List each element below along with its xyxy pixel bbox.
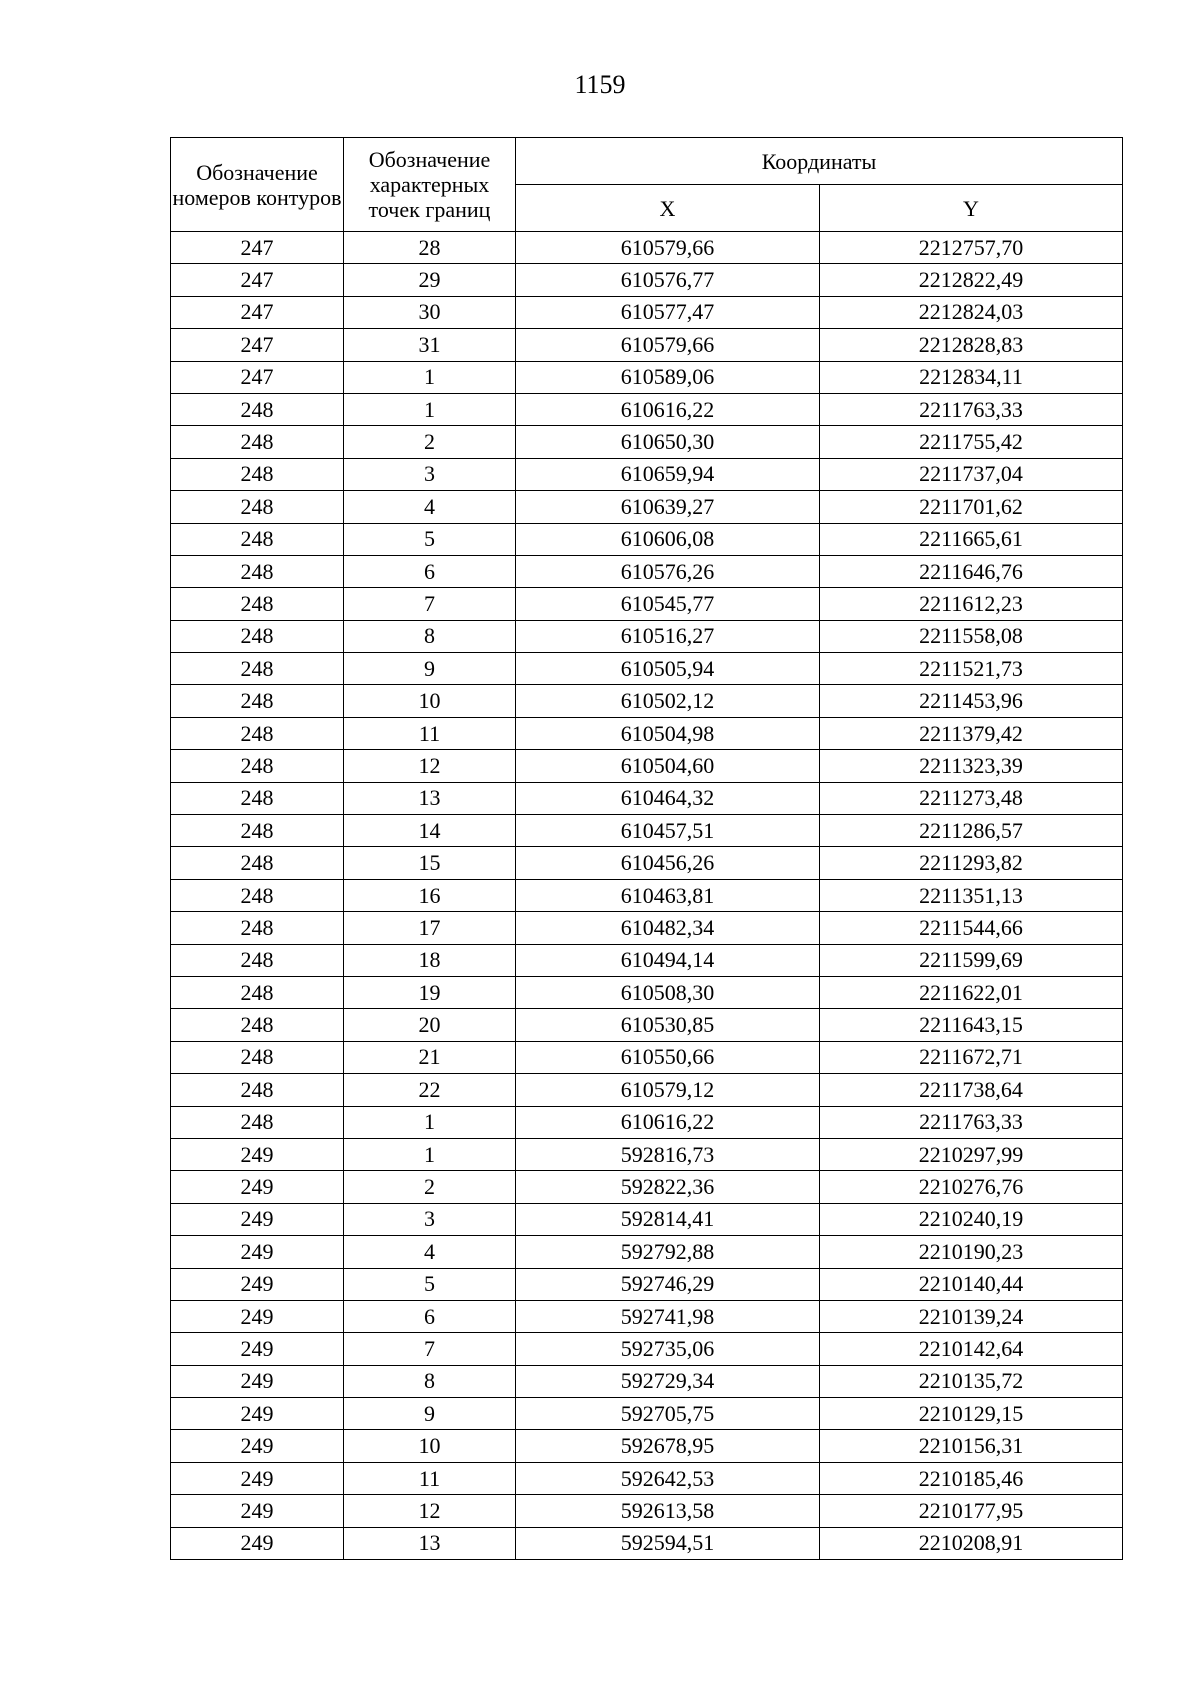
table-row — [171, 1365, 1123, 1397]
cell-point-number: 12 — [344, 750, 516, 782]
cell-contour-number: 248 — [171, 458, 344, 490]
table-row — [171, 912, 1123, 944]
table-row — [171, 426, 1123, 458]
cell-x-coordinate: 610639,27 — [516, 491, 820, 523]
cell-y-coordinate: 2210156,31 — [820, 1430, 1123, 1462]
cell-y-coordinate: 2211672,71 — [820, 1041, 1123, 1073]
cell-y-coordinate: 2212822,49 — [820, 264, 1123, 296]
cell-x-coordinate: 610463,81 — [516, 879, 820, 911]
table-row — [171, 1430, 1123, 1462]
cell-y-coordinate: 2210185,46 — [820, 1462, 1123, 1494]
table-row — [171, 1041, 1123, 1073]
table-row — [171, 523, 1123, 555]
cell-y-coordinate: 2210190,23 — [820, 1236, 1123, 1268]
cell-x-coordinate: 592735,06 — [516, 1333, 820, 1365]
cell-contour-number: 248 — [171, 976, 344, 1008]
cell-point-number: 7 — [344, 588, 516, 620]
cell-x-coordinate: 610579,66 — [516, 232, 820, 264]
cell-y-coordinate: 2210177,95 — [820, 1495, 1123, 1527]
cell-point-number: 28 — [344, 232, 516, 264]
cell-contour-number: 248 — [171, 1041, 344, 1073]
cell-point-number: 10 — [344, 1430, 516, 1462]
cell-point-number: 13 — [344, 782, 516, 814]
cell-contour-number: 248 — [171, 491, 344, 523]
table-row — [171, 1236, 1123, 1268]
cell-contour-number: 247 — [171, 361, 344, 393]
cell-x-coordinate: 610508,30 — [516, 976, 820, 1008]
cell-contour-number: 248 — [171, 717, 344, 749]
table-row — [171, 1138, 1123, 1170]
table-row — [171, 264, 1123, 296]
table-row — [171, 361, 1123, 393]
table-row — [171, 1074, 1123, 1106]
cell-y-coordinate: 2211453,96 — [820, 685, 1123, 717]
table-row — [171, 685, 1123, 717]
cell-x-coordinate: 610545,77 — [516, 588, 820, 620]
table-row — [171, 879, 1123, 911]
cell-contour-number: 248 — [171, 523, 344, 555]
cell-contour-number: 248 — [171, 847, 344, 879]
cell-x-coordinate: 610616,22 — [516, 393, 820, 425]
cell-y-coordinate: 2210129,15 — [820, 1398, 1123, 1430]
header-boundary-point: Обозначение характерных точек границ — [344, 138, 516, 232]
cell-y-coordinate: 2211521,73 — [820, 653, 1123, 685]
cell-y-coordinate: 2211763,33 — [820, 393, 1123, 425]
cell-x-coordinate: 610530,85 — [516, 1009, 820, 1041]
cell-x-coordinate: 610577,47 — [516, 296, 820, 328]
cell-contour-number: 248 — [171, 555, 344, 587]
cell-y-coordinate: 2210208,91 — [820, 1527, 1123, 1559]
cell-contour-number: 248 — [171, 944, 344, 976]
cell-contour-number: 248 — [171, 879, 344, 911]
cell-point-number: 6 — [344, 1300, 516, 1332]
cell-point-number: 3 — [344, 458, 516, 490]
cell-y-coordinate: 2212828,83 — [820, 329, 1123, 361]
cell-x-coordinate: 610457,51 — [516, 815, 820, 847]
cell-y-coordinate: 2211701,62 — [820, 491, 1123, 523]
header-coordinates: Координаты — [516, 138, 1123, 185]
cell-x-coordinate: 610576,77 — [516, 264, 820, 296]
cell-x-coordinate: 610659,94 — [516, 458, 820, 490]
cell-y-coordinate: 2211293,82 — [820, 847, 1123, 879]
cell-y-coordinate: 2211646,76 — [820, 555, 1123, 587]
cell-y-coordinate: 2211558,08 — [820, 620, 1123, 652]
table-row — [171, 976, 1123, 1008]
table-row — [171, 1300, 1123, 1332]
cell-x-coordinate: 610576,26 — [516, 555, 820, 587]
table-row — [171, 1268, 1123, 1300]
header-y: Y — [820, 185, 1123, 232]
cell-contour-number: 249 — [171, 1365, 344, 1397]
cell-y-coordinate: 2211737,04 — [820, 458, 1123, 490]
cell-point-number: 1 — [344, 1106, 516, 1138]
cell-x-coordinate: 610579,66 — [516, 329, 820, 361]
cell-y-coordinate: 2210140,44 — [820, 1268, 1123, 1300]
cell-x-coordinate: 592816,73 — [516, 1138, 820, 1170]
cell-y-coordinate: 2211622,01 — [820, 976, 1123, 1008]
cell-contour-number: 249 — [171, 1203, 344, 1235]
cell-point-number: 18 — [344, 944, 516, 976]
cell-y-coordinate: 2210139,24 — [820, 1300, 1123, 1332]
cell-contour-number: 247 — [171, 329, 344, 361]
cell-point-number: 13 — [344, 1527, 516, 1559]
cell-y-coordinate: 2211755,42 — [820, 426, 1123, 458]
cell-y-coordinate: 2211738,64 — [820, 1074, 1123, 1106]
table-row — [171, 555, 1123, 587]
header-x: X — [516, 185, 820, 232]
cell-point-number: 9 — [344, 1398, 516, 1430]
table-row — [171, 944, 1123, 976]
cell-x-coordinate: 592729,34 — [516, 1365, 820, 1397]
cell-contour-number: 249 — [171, 1495, 344, 1527]
cell-point-number: 6 — [344, 555, 516, 587]
cell-y-coordinate: 2211286,57 — [820, 815, 1123, 847]
cell-contour-number: 249 — [171, 1398, 344, 1430]
cell-point-number: 5 — [344, 523, 516, 555]
cell-y-coordinate: 2210135,72 — [820, 1365, 1123, 1397]
cell-x-coordinate: 610494,14 — [516, 944, 820, 976]
cell-contour-number: 249 — [171, 1430, 344, 1462]
table-row — [171, 1009, 1123, 1041]
table-row — [171, 1527, 1123, 1559]
cell-x-coordinate: 610616,22 — [516, 1106, 820, 1138]
cell-contour-number: 248 — [171, 1106, 344, 1138]
cell-contour-number: 249 — [171, 1300, 344, 1332]
cell-y-coordinate: 2211643,15 — [820, 1009, 1123, 1041]
cell-x-coordinate: 592792,88 — [516, 1236, 820, 1268]
table-row — [171, 782, 1123, 814]
cell-x-coordinate: 610650,30 — [516, 426, 820, 458]
cell-y-coordinate: 2211273,48 — [820, 782, 1123, 814]
cell-x-coordinate: 592642,53 — [516, 1462, 820, 1494]
cell-point-number: 1 — [344, 1138, 516, 1170]
cell-contour-number: 248 — [171, 912, 344, 944]
table-row — [171, 329, 1123, 361]
cell-contour-number: 249 — [171, 1527, 344, 1559]
table-row — [171, 750, 1123, 782]
table-row — [171, 232, 1123, 264]
cell-point-number: 21 — [344, 1041, 516, 1073]
table-row — [171, 1203, 1123, 1235]
cell-x-coordinate: 610504,98 — [516, 717, 820, 749]
cell-point-number: 2 — [344, 1171, 516, 1203]
cell-x-coordinate: 592746,29 — [516, 1268, 820, 1300]
table-row — [171, 815, 1123, 847]
cell-y-coordinate: 2211612,23 — [820, 588, 1123, 620]
cell-contour-number: 248 — [171, 620, 344, 652]
cell-y-coordinate: 2211544,66 — [820, 912, 1123, 944]
table-row — [171, 847, 1123, 879]
cell-contour-number: 248 — [171, 393, 344, 425]
cell-point-number: 10 — [344, 685, 516, 717]
cell-point-number: 4 — [344, 1236, 516, 1268]
cell-point-number: 17 — [344, 912, 516, 944]
cell-x-coordinate: 610516,27 — [516, 620, 820, 652]
table-body — [171, 232, 1123, 1560]
cell-point-number: 8 — [344, 620, 516, 652]
cell-contour-number: 247 — [171, 264, 344, 296]
cell-contour-number: 249 — [171, 1171, 344, 1203]
table-row — [171, 620, 1123, 652]
cell-point-number: 14 — [344, 815, 516, 847]
cell-point-number: 11 — [344, 717, 516, 749]
table-row — [171, 393, 1123, 425]
cell-point-number: 5 — [344, 1268, 516, 1300]
table-header — [171, 138, 1123, 232]
cell-point-number: 29 — [344, 264, 516, 296]
cell-contour-number: 248 — [171, 653, 344, 685]
cell-y-coordinate: 2211599,69 — [820, 944, 1123, 976]
cell-y-coordinate: 2211351,13 — [820, 879, 1123, 911]
page-number: 1159 — [574, 70, 626, 99]
table-row — [171, 491, 1123, 523]
cell-x-coordinate: 592613,58 — [516, 1495, 820, 1527]
cell-point-number: 20 — [344, 1009, 516, 1041]
cell-x-coordinate: 592594,51 — [516, 1527, 820, 1559]
cell-x-coordinate: 610589,06 — [516, 361, 820, 393]
cell-point-number: 4 — [344, 491, 516, 523]
table-row — [171, 588, 1123, 620]
cell-point-number: 9 — [344, 653, 516, 685]
cell-y-coordinate: 2211379,42 — [820, 717, 1123, 749]
cell-contour-number: 248 — [171, 782, 344, 814]
cell-contour-number: 248 — [171, 1009, 344, 1041]
table-row — [171, 717, 1123, 749]
cell-point-number: 31 — [344, 329, 516, 361]
table-row — [171, 1398, 1123, 1430]
table-row — [171, 296, 1123, 328]
cell-x-coordinate: 610579,12 — [516, 1074, 820, 1106]
cell-x-coordinate: 610606,08 — [516, 523, 820, 555]
cell-y-coordinate: 2210276,76 — [820, 1171, 1123, 1203]
cell-point-number: 8 — [344, 1365, 516, 1397]
coordinates-table — [170, 137, 1123, 1560]
table-row — [171, 653, 1123, 685]
cell-contour-number: 248 — [171, 426, 344, 458]
cell-point-number: 19 — [344, 976, 516, 1008]
cell-point-number: 22 — [344, 1074, 516, 1106]
cell-y-coordinate: 2211323,39 — [820, 750, 1123, 782]
cell-contour-number: 247 — [171, 232, 344, 264]
cell-contour-number: 249 — [171, 1236, 344, 1268]
cell-x-coordinate: 610504,60 — [516, 750, 820, 782]
cell-x-coordinate: 610502,12 — [516, 685, 820, 717]
cell-point-number: 3 — [344, 1203, 516, 1235]
cell-x-coordinate: 610482,34 — [516, 912, 820, 944]
cell-contour-number: 248 — [171, 815, 344, 847]
cell-contour-number: 249 — [171, 1462, 344, 1494]
cell-x-coordinate: 592705,75 — [516, 1398, 820, 1430]
cell-contour-number: 249 — [171, 1268, 344, 1300]
cell-y-coordinate: 2210240,19 — [820, 1203, 1123, 1235]
table-row — [171, 1333, 1123, 1365]
cell-contour-number: 248 — [171, 750, 344, 782]
cell-x-coordinate: 592741,98 — [516, 1300, 820, 1332]
table-row — [171, 1171, 1123, 1203]
cell-contour-number: 248 — [171, 588, 344, 620]
cell-x-coordinate: 592822,36 — [516, 1171, 820, 1203]
cell-point-number: 15 — [344, 847, 516, 879]
cell-point-number: 2 — [344, 426, 516, 458]
header-contour-number: Обозначение номеров контуров — [171, 138, 344, 232]
cell-y-coordinate: 2210142,64 — [820, 1333, 1123, 1365]
cell-y-coordinate: 2212757,70 — [820, 232, 1123, 264]
table-row — [171, 1462, 1123, 1494]
cell-point-number: 30 — [344, 296, 516, 328]
cell-x-coordinate: 610456,26 — [516, 847, 820, 879]
cell-x-coordinate: 592678,95 — [516, 1430, 820, 1462]
cell-point-number: 7 — [344, 1333, 516, 1365]
cell-y-coordinate: 2212824,03 — [820, 296, 1123, 328]
cell-point-number: 1 — [344, 393, 516, 425]
cell-point-number: 12 — [344, 1495, 516, 1527]
cell-point-number: 1 — [344, 361, 516, 393]
cell-contour-number: 249 — [171, 1138, 344, 1170]
cell-y-coordinate: 2210297,99 — [820, 1138, 1123, 1170]
table-row — [171, 1106, 1123, 1138]
table-row — [171, 1495, 1123, 1527]
cell-x-coordinate: 610505,94 — [516, 653, 820, 685]
cell-contour-number: 248 — [171, 685, 344, 717]
cell-point-number: 16 — [344, 879, 516, 911]
cell-x-coordinate: 592814,41 — [516, 1203, 820, 1235]
cell-x-coordinate: 610464,32 — [516, 782, 820, 814]
cell-contour-number: 249 — [171, 1333, 344, 1365]
cell-contour-number: 248 — [171, 1074, 344, 1106]
cell-x-coordinate: 610550,66 — [516, 1041, 820, 1073]
cell-point-number: 11 — [344, 1462, 516, 1494]
cell-y-coordinate: 2212834,11 — [820, 361, 1123, 393]
table-row — [171, 458, 1123, 490]
cell-y-coordinate: 2211763,33 — [820, 1106, 1123, 1138]
cell-y-coordinate: 2211665,61 — [820, 523, 1123, 555]
cell-contour-number: 247 — [171, 296, 344, 328]
